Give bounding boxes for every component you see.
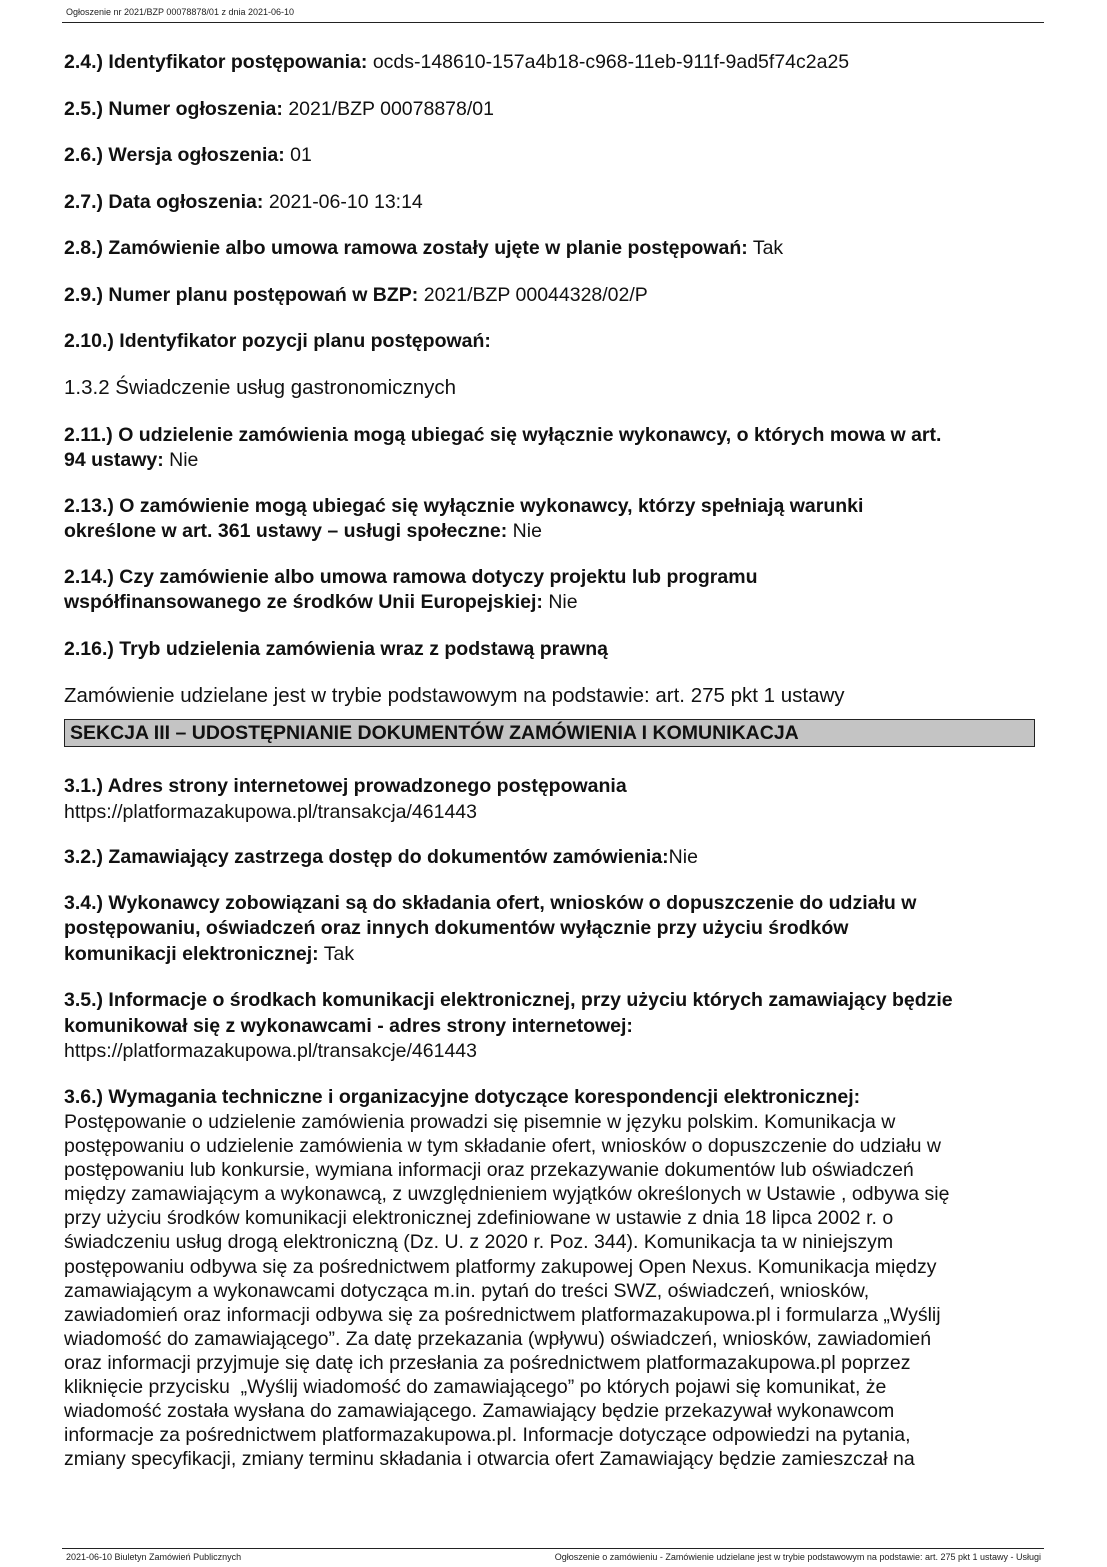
item-2-8 [64, 236, 1044, 262]
item-2-5 [64, 97, 1044, 123]
body-line: Postępowanie o udzielenie zamówienia prowadzi się pisemnie w języku polskim. Komunikacja w [64, 1111, 896, 1133]
item-value: https://platformazakupowa.pl/transakcja/461443 [64, 800, 477, 823]
body-line: wiadomość do zamawiającego”. Za datę przekazania (wpływu) oświadczeń, wniosków, zawiadomień [64, 1327, 932, 1350]
body-line: zawiadomień oraz informacji odbywa się za pośrednictwem platformazakupowa.pl i formularza „Wyślij [64, 1303, 941, 1326]
item-2-6 [64, 143, 1044, 169]
item-2-13 [64, 494, 1044, 545]
item-label-line2: 94 ustawy: [64, 449, 164, 471]
body-line: postępowaniu lub konkursie, wymiana informacji oraz przekazywanie dokumentów lub oświadczeń [64, 1159, 914, 1182]
body-line: informacje za pośrednictwem platformazakupowa.pl. Informacje dotyczące odpowiedzi na pytania, [64, 1424, 911, 1447]
item-label-line1: 3.5.) Informacje o środkach komunikacji elektronicznej, przy użyciu których zamawiający będzie [64, 989, 953, 1011]
body-line: oraz informacji przyjmuje się datę ich przesłania za pośrednictwem platformazakupowa.pl poprzez [64, 1351, 911, 1374]
item-label-line1: 2.14.) Czy zamówienie albo umowa ramowa dotyczy projektu lub programu [64, 565, 758, 588]
item-value: 2021/BZP 00044328/02/P [423, 283, 648, 306]
section-3-title: SEKCJA III – UDOSTĘPNIANIE DOKUMENTÓW ZAMÓWIENIA I KOMUNIKACJA [64, 719, 1035, 747]
page-header: Ogłoszenie nr 2021/BZP 00078878/01 z dnia 2021-06-10 [66, 7, 295, 17]
body-line: postępowaniu odbywa się za pośrednictwem platformy zakupowej Open Nexus. Komunikacja między [64, 1255, 937, 1278]
item-label: 3.1.) Adres strony internetowej prowadzonego postępowania [64, 775, 627, 797]
item-label: 2.9.) Numer planu postępowań w BZP: [64, 283, 419, 306]
item-label-line1: 3.4.) Wykonawcy zobowiązani są do składania ofert, wniosków o dopuszczenie do udziału w [64, 891, 917, 914]
item-label: 2.6.) Wersja ogłoszenia: [64, 144, 285, 166]
item-2-16 [64, 637, 1044, 663]
footer-right: Ogłoszenie o zamówieniu - Zamówienie udzielane jest w trybie podstawowym na podstawie: art. 275 pkt 1 ustawy - Usługi [554, 1552, 1041, 1562]
item-label-line2: postępowaniu, oświadczeń oraz innych dokumentów wyłącznie przy użyciu środków [64, 917, 849, 939]
item-3-1 [64, 774, 1044, 825]
item-2-11 [64, 423, 1044, 474]
header-rule [62, 22, 1044, 23]
item-value: Nie [548, 591, 578, 613]
item-value: Tak [323, 942, 355, 965]
item-value: 2021-06-10 13:14 [268, 190, 423, 213]
item-label: 2.16.) Tryb udzielenia zamówienia wraz z podstawą prawną [64, 637, 608, 660]
item-label-line2: współfinansowanego ze środków Unii Europejskiej: [64, 591, 543, 613]
item-label-line1: 2.13.) O zamówienie mogą ubiegać się wyłącznie wykonawcy, którzy spełniają warunki [64, 494, 864, 517]
body-line: zmiany specyfikacji, zmiany terminu składania i otwarcia ofert Zamawiający będzie zamieszczał na [64, 1448, 915, 1471]
item-3-2 [64, 845, 1044, 871]
item-label: 3.2.) Zamawiający zastrzega dostęp do dokumentów zamówienia: [64, 846, 669, 868]
item-2-10-value: 1.3.2 Świadczenie usług gastronomicznych [64, 375, 456, 399]
body-line: wiadomość została wysłana do zamawiającego. Zamawiający będzie przekazywał wykonawcom [64, 1400, 895, 1423]
item-label: 3.6.) Wymagania techniczne i organizacyjne dotyczące korespondencji elektronicznej: [64, 1085, 861, 1108]
item-value: Nie [668, 846, 698, 868]
item-3-6-body [64, 1110, 1044, 1471]
item-value: ocds-148610-157a4b18-c968-11eb-911f-9ad5f74c2a25 [372, 51, 850, 73]
item-2-4 [64, 50, 1044, 76]
item-label: 2.10.) Identyfikator pozycji planu postępowań: [64, 330, 491, 352]
item-label-line1: 2.11.) O udzielenie zamówienia mogą ubiegać się wyłącznie wykonawcy, o których mowa w art. [64, 423, 942, 446]
item-label: 2.5.) Numer ogłoszenia: [64, 97, 283, 120]
item-value: Tak [752, 237, 784, 259]
item-2-10 [64, 329, 1044, 355]
document-content [64, 50, 1044, 1471]
body-line: kliknięcie przycisku „Wyślij wiadomość do zamawiającego” po których pojawi się komunikat, że [64, 1376, 887, 1399]
item-value: 01 [290, 144, 312, 166]
item-label: 2.4.) Identyfikator postępowania: [64, 51, 368, 73]
body-line: zamawiającym a wykonawcami dotycząca m.in. pytań do treści SWZ, oświadczeń, wniosków, [64, 1279, 870, 1302]
item-3-5 [64, 988, 1044, 1065]
body-line: świadczeniu usług drogą elektroniczną (Dz. U. z 2020 r. Poz. 344). Komunikacja ta w niniejszym [64, 1231, 894, 1254]
item-label-line2: komunikował się z wykonawcami - adres strony internetowej: [64, 1014, 633, 1037]
item-3-4 [64, 891, 1044, 968]
footer-left: 2021-06-10 Biuletyn Zamówień Publicznych [66, 1552, 242, 1562]
item-label-line3: komunikacji elektronicznej: [64, 942, 319, 965]
item-value: 2021/BZP 00078878/01 [288, 97, 494, 120]
body-line: między zamawiającym a wykonawcą, z uwzględnieniem wyjątków określonych w Ustawie , odbywa się [64, 1183, 950, 1206]
item-2-9 [64, 283, 1044, 309]
item-value: https://platformazakupowa.pl/transakcje/461443 [64, 1040, 477, 1062]
item-2-14 [64, 565, 1044, 616]
item-2-7 [64, 190, 1044, 216]
item-value: Nie [169, 449, 199, 471]
item-label: 2.8.) Zamówienie albo umowa ramowa zostały ujęte w planie postępowań: [64, 237, 748, 259]
item-label: 2.7.) Data ogłoszenia: [64, 190, 264, 213]
item-3-6 [64, 1085, 1044, 1111]
body-line: przy użyciu środków komunikacji elektronicznej zdefiniowane w ustawie z dnia 18 lipca 2002 r. o [64, 1207, 894, 1230]
item-value: Nie [512, 520, 542, 542]
item-label-line2: określone w art. 361 ustawy – usługi społeczne: [64, 520, 508, 542]
body-line: postępowaniu o udzielenie zamówienia w tym składanie ofert, wniosków o dopuszczenie do udziału w [64, 1135, 941, 1158]
item-2-16-value: Zamówienie udzielane jest w trybie podstawowym na podstawie: art. 275 pkt 1 ustawy [64, 684, 845, 707]
footer-rule [62, 1548, 1044, 1549]
